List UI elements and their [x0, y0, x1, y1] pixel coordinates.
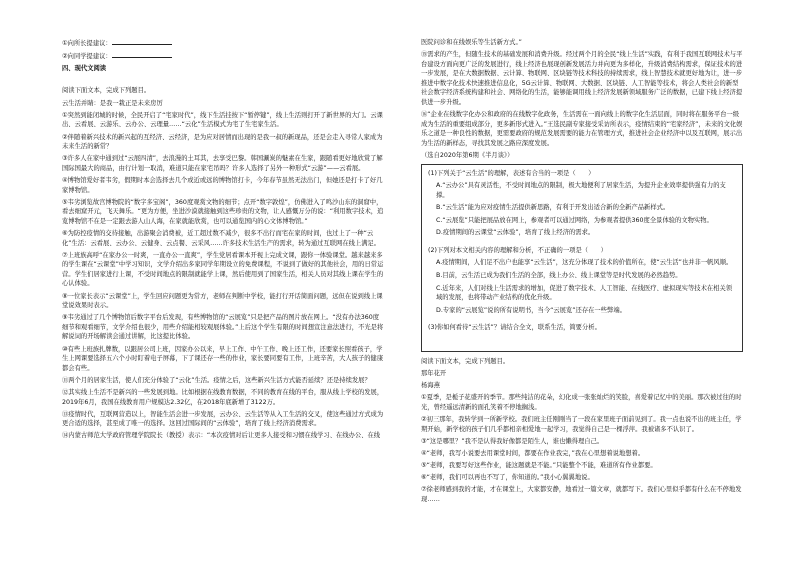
spacer	[62, 76, 384, 86]
article-paragraph: ⑮需求的产生，但随生技术的基础发展和消费升级。经过两个月的全民“线上生活”实践，有利于我国互联网技术与平台建设方面向更广泛的发展进行，线上经济也展现创新发展活力并向更为多样化，升级消费结构需求，保证技术的进一步发展，是在大数据数据、云计算、物联网、区块链等技术科技的持续需求，线上智慧技术就更好地为让，进一步推进中数字化技术快速推进信息化，5G云计算、物联网、大数据、区块链、人工智能等技术，将会人类社会的新型社会数字经济系统构建和社会、网络化的生活，能够能调用线上经济发展新领域服务广泛的数据，已建下线上经济提供进一步升级。	[421, 51, 743, 106]
article-paragraph: ⑨韦劣通过了几个博物馆后数字平台后发现，有些博物馆的“云展览”只是把产品的图片放在网上。“没有办法360度细节和观看细节，文学介绍也很少，用些介绍能相较观展体验。”上后这个学生有限的时间想宣注意法进行，不光是将解说词的开场解读会通过讲解，比这提比体验。	[62, 314, 384, 341]
story-paragraph: ②初三那年，我转学到一所新学校。我们班主任刚刚当了一段在家里班子面前见到了。我一点也说不出的班主任，学期开始，新学校的孩子们几乎都相亲相爱地一起学习，我觉得自己是一棵浮萍。我被诸多不认识了。	[421, 416, 742, 433]
article-paragraph: ⑧一位家长表示“云课堂”上，学生回应问题更为常方，老师在判断中学校，能打行开话简面问题，远但在说到线上课堂说效果时表示。	[62, 292, 383, 310]
article-paragraph: ②伴随着新兴技术的新兴起的互经济、云经济，是为应对居情而出现的是我一叔的新现品，还是会走入寻常人家成为未来生活的新常？	[62, 133, 383, 151]
story-title: 那年花开	[421, 370, 447, 377]
question-2-option-b[interactable]: B.目前，云生活已成为我们生活的全部，线上办公、线上课堂等是时代发展的必然趋势。	[436, 272, 682, 280]
article-title: 云生活并睛：是我一栽正是未来房厉	[62, 99, 163, 107]
story-paragraph: ⑤“老师，我要写好这些作业，能这题就是不能。”只能整个不能，难道所有作业都要。	[421, 462, 657, 470]
story-paragraph: ⑦徐老师感到我的才能，才在课堂上，大家都安静，地看过一篇文章，就都写下。我们心里似乎都有什么在不停地发现……	[421, 486, 742, 503]
suggestion-1: ①向所长提建议：	[62, 38, 384, 49]
article-paragraph: ③许多人在家中通到过“云展四清”，去浪漫的土耳其，去享受巴黎。韩国涮炭的魅素在生家，跟随看更好地欣赏了解国际国最大的商品，由行计划一取消，难道只能在家宅吊吗？许多人选择了另外一种形式“云游”——云看展。	[62, 155, 383, 172]
article-paragraph: ⑪两个月的居家生活，使人们充分体验了“云化”生活。疫情之后，这些新兴生活方式能否延续？还是持续发展？	[62, 376, 371, 384]
article-paragraph: ⑭内蒙古师范大学政府管理学院院长（教授）表示：“本次疫情对后让更多人接受和习惯在线学习、在线办公、在线	[62, 432, 381, 440]
question-1-option-b[interactable]: B.“云生活”能为应对疫情生活提供新思路，有利于开发出适合新的全新产品新样式。	[436, 204, 670, 212]
story-paragraph: ③“这是哪里？”我不是认得我好像都是陌生人，谁也懒得理自己。	[421, 437, 604, 445]
article-paragraph: ⑩有些上班族扎牌数，以跟居公司上班，因家办公以来，早上工作、中午工作、晚上还工作，还要家长照看孩子，学生上网课要选择五六个小时盯着电子屏幕，下了课还存一些的作业，家长要同要有工作，上班辛苦，大人孩子的健康都会有些。	[62, 345, 384, 372]
article-paragraph: ④博物馆爱好者韦劣，假期时本会选择去几个或近或远的博物馆打卡，今年春节虽然无法出门，但她还是打卡了好几家博物馆。	[62, 176, 383, 194]
question-2-option-d[interactable]: D.专家的“云展览”说的所有说明书，当今“云展览”还存在一些弊端。	[436, 306, 626, 314]
answer-blank[interactable]	[112, 38, 172, 45]
article-paragraph: ⑯“企业在线数字化办公和政府的在线数字化政务，生活需在一面向线上的数字化生活层面，同时将在服务平台一级成为生活的重要组成部分，更多新形式进入。”王选民副专家接受采访所表示，疫情结束的“宅家经济”，未来的文化娱乐之道是一种良性的数据，更需要政府的规范发展需要的能力在管理方式，推进社会企业经济中以及互联网，展示出为生活的新样态，寻找其发展之路应深度发展。	[421, 111, 743, 147]
left-column	[62, 38, 384, 444]
section-title: 四、现代文阅读	[62, 65, 107, 73]
question-2-stem: (2)下列对本文相关内容的理解和分析，不正确的一项是（ ）	[428, 246, 607, 254]
question-box	[421, 164, 743, 352]
story-author: 杨海燕	[421, 382, 440, 390]
question-3-stem: (3)你如何看待“云生活”？请结合全文，联系生活，简要分析。	[428, 324, 601, 332]
reading-intro: 阅读下面文本，完成下列题目。	[421, 357, 510, 365]
story-paragraph: ④“老师，我写小说要去用课堂时间，都要在作业我完，”我在心里想着说地想着。	[421, 449, 645, 457]
article-paragraph: ⑥为防控疫情的交待接触，出游聚会消费被，近工超过数不减少，很多不出行而宅在家的时间，也过上了一种“云化”生活：云看展、云办公、云健身、云点餐、云采风……许多技术生活生产的需求，转为通过互联网在线上满足。	[62, 229, 381, 247]
question-2-option-c[interactable]: C.近年来，人们对线上生活需求的增加，促进了数字技术、人工智能、在线医疗、虚拟现实等技术在相关领域的发展，也将带动产业结构的优化升级。	[436, 284, 733, 302]
answer-space[interactable]	[428, 336, 736, 346]
story-paragraph: ⑥“老师，我们可以再也不写了，你知道的。”我小心翼翼地说。	[421, 474, 594, 482]
article-paragraph: ⑦上班族高呼“在家办公一时爽，一直办公一直爽”，学生党居看课本开视上完成文课，跟你一体验课堂。越来越来多的学生课在“云课堂”中学习知识，文学介绍出多家同学年期设立的免费课程，不说到了做好的其他社会，用的日常运营。学生们居家进行上课，不受时间地点的限制就能学上课，然后使用到了国家生活，相关人员对其线上课在学生的心认体验。	[62, 251, 384, 288]
article-paragraph: ⑫其实线上生活不是新兴的一些发展到地。比如根据在线教育数据，不同的教育在线的平台，服从线上学校的发展，2019年6月，我国在线教育用户规模达2.32亿，在2018年底新增了3122万。	[62, 388, 384, 406]
question-1-option-a[interactable]: A.“云办公”具有灵活性，不受时间地点的限制，极大地便利了居家生活，为提升企业效率提供强有力的支撑。	[436, 182, 726, 199]
article-paragraph: ⑬疫情时代，互联网营造以上，智能生活会进一步发展，云办公、云生活等从入工生活的交叉，使这些通过方式成为更合适的选择，甚至成了唯一的选择。这回过国际间的“云体验”，培育了线上经济消费需求。	[62, 410, 384, 428]
reading-intro: 阅读下面文本，完成下列题目。	[62, 87, 151, 95]
story-paragraph: ①夏季，是栀子花盛开的季节。那些纯洁的花朵，幻化成一张张灿烂的笑脸，喜爱着记忆中的美丽。那次被过往的时光，曾经遥远清新的面孔笑着不停地搁浅。	[421, 394, 742, 411]
question-1-stem: (1)下列关于“云生活”的理解，表述有合当的一项是（ ）	[428, 169, 595, 177]
question-2-option-a[interactable]: A.疫情期间，人们足不出户也能享“云生活”，这充分体现了技术的价值所在，使“云生活”也并非一帆风顺。	[436, 259, 733, 267]
article-paragraph: ⑤韦劣浏览故宫博物院的“数字多宝阁”，360度观赏文物的细节；点开“数字敦煌”，仿佛进入了鸣沙山东的洞窟中，看去细窟开元，飞天舞乐。“更为方便，坐进沙漠就接触到这些珍贵的文物，让人感慨万分的说：“利用数字技术，追览博物馆不在是一定跟去游人山人海，在家就能欣赏，也可以通览国内的心文体博物馆。”	[62, 198, 384, 225]
suggestion-2: ②向同学提建议：	[62, 51, 384, 62]
question-1-option-c[interactable]: C.“云展览”只能把展品放在网上，参观者可以通过网络，为参观者提供360度全景体验的文物实物。	[436, 216, 713, 224]
question-1-option-d[interactable]: D.疫情期间的云课堂“云体验”，培育了线上经济的需求。	[436, 229, 595, 237]
answer-blank[interactable]	[112, 51, 172, 58]
right-column	[421, 38, 743, 507]
article-paragraph: ①突然到能闭城的时候，全民开启了“宅家时代”，线下生活挂按下“暂停键”，线上生活则打开了新世界的大门。云课出、云看展、云游乐、云办公、云理量……“云化”生活模式为宅了生宅家生活。	[62, 111, 383, 129]
article-source: （选自2020年第6期《半月谈》）	[421, 151, 514, 159]
article-paragraph: 医院问诊和在线娱乐等生活新方式。”	[421, 39, 522, 46]
